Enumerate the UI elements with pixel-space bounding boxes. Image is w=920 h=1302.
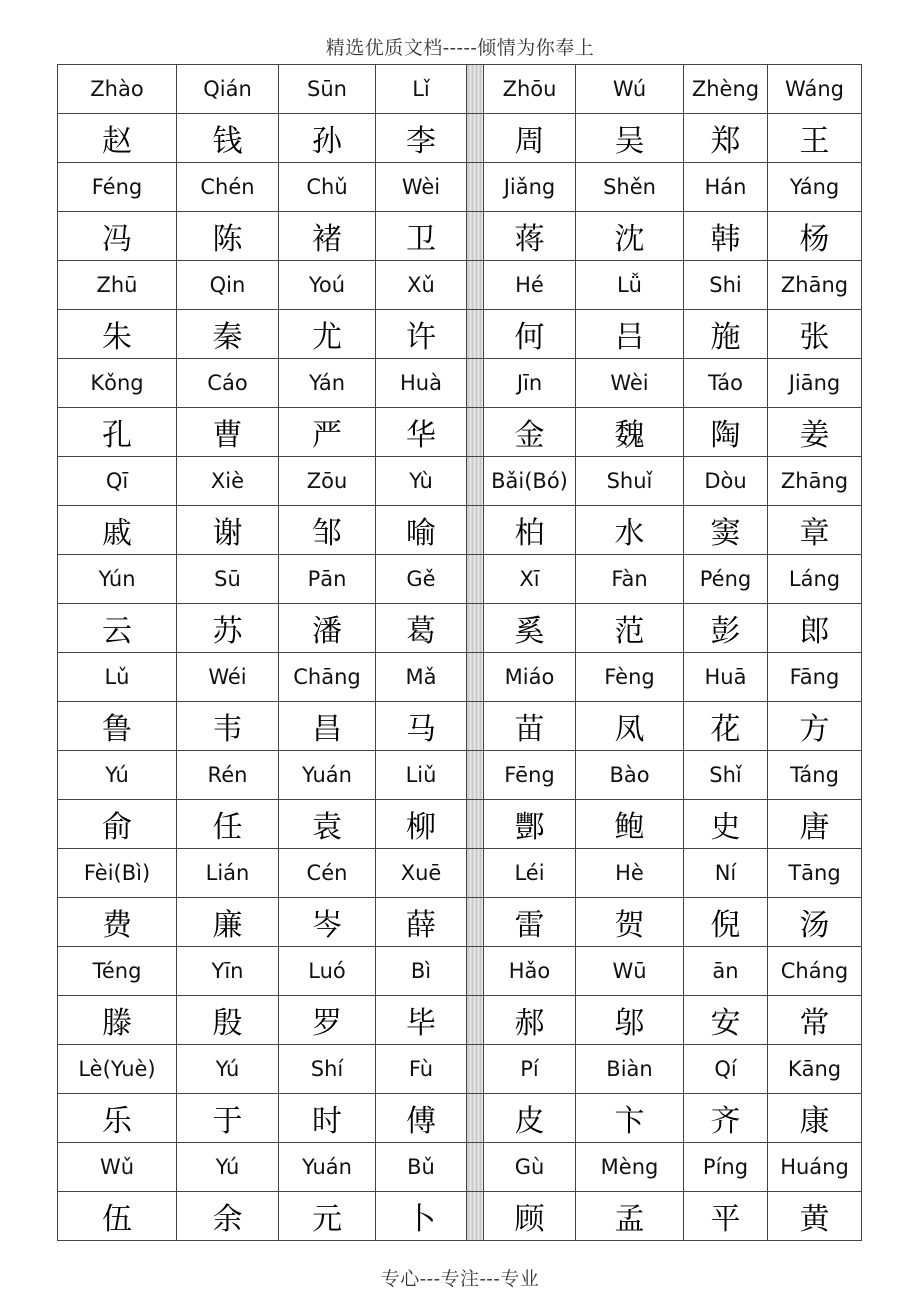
hanzi-cell: 陶	[684, 408, 768, 457]
hanzi-cell: 彭	[684, 604, 768, 653]
hanzi-cell: 严	[279, 408, 376, 457]
pinyin-cell: Wèi	[576, 359, 684, 408]
column-separator	[467, 310, 484, 359]
pinyin-cell: Shuǐ	[576, 457, 684, 506]
hanzi-row	[58, 408, 862, 457]
pinyin-cell: Yún	[58, 555, 177, 604]
hanzi-cell: 王	[768, 114, 862, 163]
hanzi-cell: 方	[768, 702, 862, 751]
pinyin-cell: Qián	[177, 65, 279, 114]
pinyin-cell: Bǎi(Bó)	[484, 457, 576, 506]
hanzi-cell: 李	[376, 114, 467, 163]
pinyin-cell: Sū	[177, 555, 279, 604]
hanzi-cell: 韩	[684, 212, 768, 261]
pinyin-cell: Léi	[484, 849, 576, 898]
hanzi-cell: 张	[768, 310, 862, 359]
pinyin-cell: Kāng	[768, 1045, 862, 1094]
pinyin-cell: Shěn	[576, 163, 684, 212]
hanzi-cell: 范	[576, 604, 684, 653]
hanzi-cell: 卫	[376, 212, 467, 261]
pinyin-cell: Chāng	[279, 653, 376, 702]
hanzi-row	[58, 506, 862, 555]
hanzi-cell: 周	[484, 114, 576, 163]
hanzi-row	[58, 604, 862, 653]
pinyin-cell: Lǐ	[376, 65, 467, 114]
pinyin-row	[58, 1045, 862, 1094]
pinyin-cell: Féng	[58, 163, 177, 212]
hanzi-cell: 卞	[576, 1094, 684, 1143]
column-separator	[467, 359, 484, 408]
pinyin-cell: Wǔ	[58, 1143, 177, 1192]
pinyin-cell: Tāng	[768, 849, 862, 898]
hanzi-cell: 滕	[58, 996, 177, 1045]
pinyin-cell: Bǔ	[376, 1143, 467, 1192]
column-separator	[467, 898, 484, 947]
hanzi-cell: 顾	[484, 1192, 576, 1241]
hanzi-cell: 马	[376, 702, 467, 751]
pinyin-cell: Mèng	[576, 1143, 684, 1192]
hanzi-cell: 钱	[177, 114, 279, 163]
pinyin-cell: Pí	[484, 1045, 576, 1094]
pinyin-cell: Chǔ	[279, 163, 376, 212]
column-separator	[467, 947, 484, 996]
pinyin-cell: Shǐ	[684, 751, 768, 800]
hanzi-cell: 章	[768, 506, 862, 555]
pinyin-cell: Huáng	[768, 1143, 862, 1192]
column-separator	[467, 702, 484, 751]
hanzi-cell: 贺	[576, 898, 684, 947]
pinyin-cell: Zhāng	[768, 261, 862, 310]
hanzi-cell: 魏	[576, 408, 684, 457]
pinyin-cell: Xiè	[177, 457, 279, 506]
pinyin-cell: Gě	[376, 555, 467, 604]
pinyin-cell: Yú	[177, 1045, 279, 1094]
hanzi-cell: 褚	[279, 212, 376, 261]
pinyin-cell: ān	[684, 947, 768, 996]
page-header: 精选优质文档-----倾情为你奉上	[325, 37, 595, 59]
hanzi-cell: 陈	[177, 212, 279, 261]
pinyin-cell: Yuán	[279, 751, 376, 800]
hanzi-cell: 苏	[177, 604, 279, 653]
hanzi-cell: 安	[684, 996, 768, 1045]
hanzi-cell: 尤	[279, 310, 376, 359]
hanzi-cell: 何	[484, 310, 576, 359]
pinyin-cell: Xī	[484, 555, 576, 604]
hanzi-cell: 戚	[58, 506, 177, 555]
hanzi-cell: 毕	[376, 996, 467, 1045]
pinyin-cell: Xǔ	[376, 261, 467, 310]
pinyin-cell: Qin	[177, 261, 279, 310]
hanzi-row	[58, 800, 862, 849]
hanzi-cell: 唐	[768, 800, 862, 849]
pinyin-cell: Lǚ	[576, 261, 684, 310]
pinyin-cell: Fèng	[576, 653, 684, 702]
column-separator	[467, 1143, 484, 1192]
pinyin-cell: Dòu	[684, 457, 768, 506]
hanzi-cell: 奚	[484, 604, 576, 653]
pinyin-cell: Táo	[684, 359, 768, 408]
hanzi-cell: 邹	[279, 506, 376, 555]
pinyin-cell: Táng	[768, 751, 862, 800]
hanzi-row	[58, 898, 862, 947]
hanzi-cell: 黄	[768, 1192, 862, 1241]
pinyin-cell: Sūn	[279, 65, 376, 114]
column-separator	[467, 65, 484, 114]
hanzi-cell: 曹	[177, 408, 279, 457]
hanzi-row	[58, 310, 862, 359]
hanzi-row	[58, 212, 862, 261]
hanzi-cell: 蒋	[484, 212, 576, 261]
pinyin-cell: Péng	[684, 555, 768, 604]
pinyin-cell: Jiǎng	[484, 163, 576, 212]
hanzi-cell: 薛	[376, 898, 467, 947]
hanzi-cell: 于	[177, 1094, 279, 1143]
pinyin-cell: Wú	[576, 65, 684, 114]
hanzi-cell: 云	[58, 604, 177, 653]
hanzi-cell: 孙	[279, 114, 376, 163]
hanzi-cell: 郎	[768, 604, 862, 653]
surname-table-body	[58, 65, 862, 1241]
hanzi-cell: 沈	[576, 212, 684, 261]
hanzi-cell: 时	[279, 1094, 376, 1143]
hanzi-cell: 花	[684, 702, 768, 751]
pinyin-cell: Miáo	[484, 653, 576, 702]
pinyin-cell: Yú	[177, 1143, 279, 1192]
hanzi-cell: 柳	[376, 800, 467, 849]
pinyin-cell: Láng	[768, 555, 862, 604]
pinyin-cell: Gù	[484, 1143, 576, 1192]
hanzi-cell: 金	[484, 408, 576, 457]
hanzi-cell: 伍	[58, 1192, 177, 1241]
pinyin-row	[58, 947, 862, 996]
hanzi-row	[58, 1094, 862, 1143]
column-separator	[467, 996, 484, 1045]
hanzi-cell: 喻	[376, 506, 467, 555]
pinyin-cell: Hán	[684, 163, 768, 212]
pinyin-cell: Zhāng	[768, 457, 862, 506]
hanzi-cell: 冯	[58, 212, 177, 261]
pinyin-cell: Yán	[279, 359, 376, 408]
hanzi-cell: 傅	[376, 1094, 467, 1143]
pinyin-cell: Mǎ	[376, 653, 467, 702]
pinyin-cell: Zhèng	[684, 65, 768, 114]
column-separator	[467, 800, 484, 849]
hanzi-cell: 窦	[684, 506, 768, 555]
hanzi-cell: 孔	[58, 408, 177, 457]
hanzi-cell: 乐	[58, 1094, 177, 1143]
pinyin-cell: Kǒng	[58, 359, 177, 408]
pinyin-cell: Wèi	[376, 163, 467, 212]
hanzi-cell: 赵	[58, 114, 177, 163]
hanzi-cell: 康	[768, 1094, 862, 1143]
hanzi-cell: 潘	[279, 604, 376, 653]
pinyin-cell: Zhōu	[484, 65, 576, 114]
pinyin-cell: Yuán	[279, 1143, 376, 1192]
hanzi-cell: 姜	[768, 408, 862, 457]
pinyin-cell: Qī	[58, 457, 177, 506]
pinyin-cell: Lián	[177, 849, 279, 898]
hanzi-cell: 鲍	[576, 800, 684, 849]
pinyin-row	[58, 1143, 862, 1192]
pinyin-cell: Jiāng	[768, 359, 862, 408]
pinyin-cell: Wáng	[768, 65, 862, 114]
hanzi-cell: 华	[376, 408, 467, 457]
hanzi-cell: 倪	[684, 898, 768, 947]
hanzi-cell: 凤	[576, 702, 684, 751]
pinyin-cell: Pān	[279, 555, 376, 604]
pinyin-row	[58, 849, 862, 898]
column-separator	[467, 604, 484, 653]
pinyin-cell: Fēng	[484, 751, 576, 800]
pinyin-cell: Yoú	[279, 261, 376, 310]
pinyin-cell: Hǎo	[484, 947, 576, 996]
hanzi-cell: 孟	[576, 1192, 684, 1241]
hanzi-cell: 岑	[279, 898, 376, 947]
hanzi-cell: 罗	[279, 996, 376, 1045]
pinyin-cell: Lè(Yuè)	[58, 1045, 177, 1094]
hanzi-cell: 鲁	[58, 702, 177, 751]
column-separator	[467, 408, 484, 457]
pinyin-cell: Liǔ	[376, 751, 467, 800]
hanzi-cell: 史	[684, 800, 768, 849]
hanzi-cell: 元	[279, 1192, 376, 1241]
hanzi-cell: 费	[58, 898, 177, 947]
pinyin-cell: Bào	[576, 751, 684, 800]
pinyin-cell: Wéi	[177, 653, 279, 702]
pinyin-row	[58, 65, 862, 114]
pinyin-cell: Yù	[376, 457, 467, 506]
pinyin-cell: Hè	[576, 849, 684, 898]
pinyin-cell: Hé	[484, 261, 576, 310]
pinyin-cell: Lǔ	[58, 653, 177, 702]
hanzi-cell: 吴	[576, 114, 684, 163]
page-footer: 专心---专注---专业	[380, 1268, 540, 1290]
hanzi-cell: 俞	[58, 800, 177, 849]
column-separator	[467, 1094, 484, 1143]
hanzi-cell: 雷	[484, 898, 576, 947]
hanzi-cell: 秦	[177, 310, 279, 359]
pinyin-cell: Wū	[576, 947, 684, 996]
pinyin-cell: Yīn	[177, 947, 279, 996]
column-separator	[467, 1192, 484, 1241]
column-separator	[467, 1045, 484, 1094]
pinyin-cell: Fāng	[768, 653, 862, 702]
pinyin-cell: Zōu	[279, 457, 376, 506]
pinyin-cell: Cáo	[177, 359, 279, 408]
hanzi-row	[58, 702, 862, 751]
column-separator	[467, 653, 484, 702]
surname-table	[57, 64, 862, 1241]
hanzi-cell: 皮	[484, 1094, 576, 1143]
hanzi-row	[58, 114, 862, 163]
hanzi-cell: 葛	[376, 604, 467, 653]
pinyin-cell: Biàn	[576, 1045, 684, 1094]
pinyin-row	[58, 751, 862, 800]
hanzi-cell: 廉	[177, 898, 279, 947]
hanzi-cell: 苗	[484, 702, 576, 751]
pinyin-row	[58, 359, 862, 408]
hanzi-cell: 水	[576, 506, 684, 555]
pinyin-cell: Zhū	[58, 261, 177, 310]
pinyin-cell: Xuē	[376, 849, 467, 898]
pinyin-cell: Cén	[279, 849, 376, 898]
column-separator	[467, 555, 484, 604]
hanzi-cell: 酆	[484, 800, 576, 849]
pinyin-cell: Huā	[684, 653, 768, 702]
pinyin-cell: Píng	[684, 1143, 768, 1192]
hanzi-cell: 朱	[58, 310, 177, 359]
column-separator	[467, 212, 484, 261]
pinyin-row	[58, 555, 862, 604]
column-separator	[467, 163, 484, 212]
pinyin-cell: Shí	[279, 1045, 376, 1094]
pinyin-cell: Chén	[177, 163, 279, 212]
hanzi-cell: 平	[684, 1192, 768, 1241]
column-separator	[467, 849, 484, 898]
pinyin-cell: Fù	[376, 1045, 467, 1094]
hanzi-cell: 许	[376, 310, 467, 359]
pinyin-cell: Huà	[376, 359, 467, 408]
pinyin-cell: Zhào	[58, 65, 177, 114]
pinyin-cell: Luó	[279, 947, 376, 996]
column-separator	[467, 751, 484, 800]
pinyin-cell: Yú	[58, 751, 177, 800]
hanzi-cell: 施	[684, 310, 768, 359]
hanzi-row	[58, 996, 862, 1045]
pinyin-cell: Fèi(Bì)	[58, 849, 177, 898]
hanzi-cell: 齐	[684, 1094, 768, 1143]
pinyin-cell: Jīn	[484, 359, 576, 408]
hanzi-cell: 殷	[177, 996, 279, 1045]
hanzi-cell: 汤	[768, 898, 862, 947]
hanzi-cell: 余	[177, 1192, 279, 1241]
column-separator	[467, 506, 484, 555]
hanzi-cell: 柏	[484, 506, 576, 555]
pinyin-cell: Bì	[376, 947, 467, 996]
column-separator	[467, 261, 484, 310]
pinyin-cell: Ní	[684, 849, 768, 898]
pinyin-cell: Qí	[684, 1045, 768, 1094]
hanzi-cell: 袁	[279, 800, 376, 849]
hanzi-cell: 郝	[484, 996, 576, 1045]
pinyin-row	[58, 163, 862, 212]
pinyin-row	[58, 653, 862, 702]
pinyin-cell: Cháng	[768, 947, 862, 996]
hanzi-cell: 吕	[576, 310, 684, 359]
pinyin-cell: Téng	[58, 947, 177, 996]
hanzi-cell: 邬	[576, 996, 684, 1045]
column-separator	[467, 114, 484, 163]
hanzi-cell: 韦	[177, 702, 279, 751]
pinyin-cell: Shi	[684, 261, 768, 310]
pinyin-cell: Fàn	[576, 555, 684, 604]
hanzi-cell: 谢	[177, 506, 279, 555]
pinyin-cell: Rén	[177, 751, 279, 800]
pinyin-row	[58, 457, 862, 506]
hanzi-cell: 杨	[768, 212, 862, 261]
hanzi-cell: 卜	[376, 1192, 467, 1241]
hanzi-cell: 昌	[279, 702, 376, 751]
pinyin-row	[58, 261, 862, 310]
pinyin-cell: Yáng	[768, 163, 862, 212]
column-separator	[467, 457, 484, 506]
hanzi-row	[58, 1192, 862, 1241]
hanzi-cell: 常	[768, 996, 862, 1045]
hanzi-cell: 任	[177, 800, 279, 849]
hanzi-cell: 郑	[684, 114, 768, 163]
